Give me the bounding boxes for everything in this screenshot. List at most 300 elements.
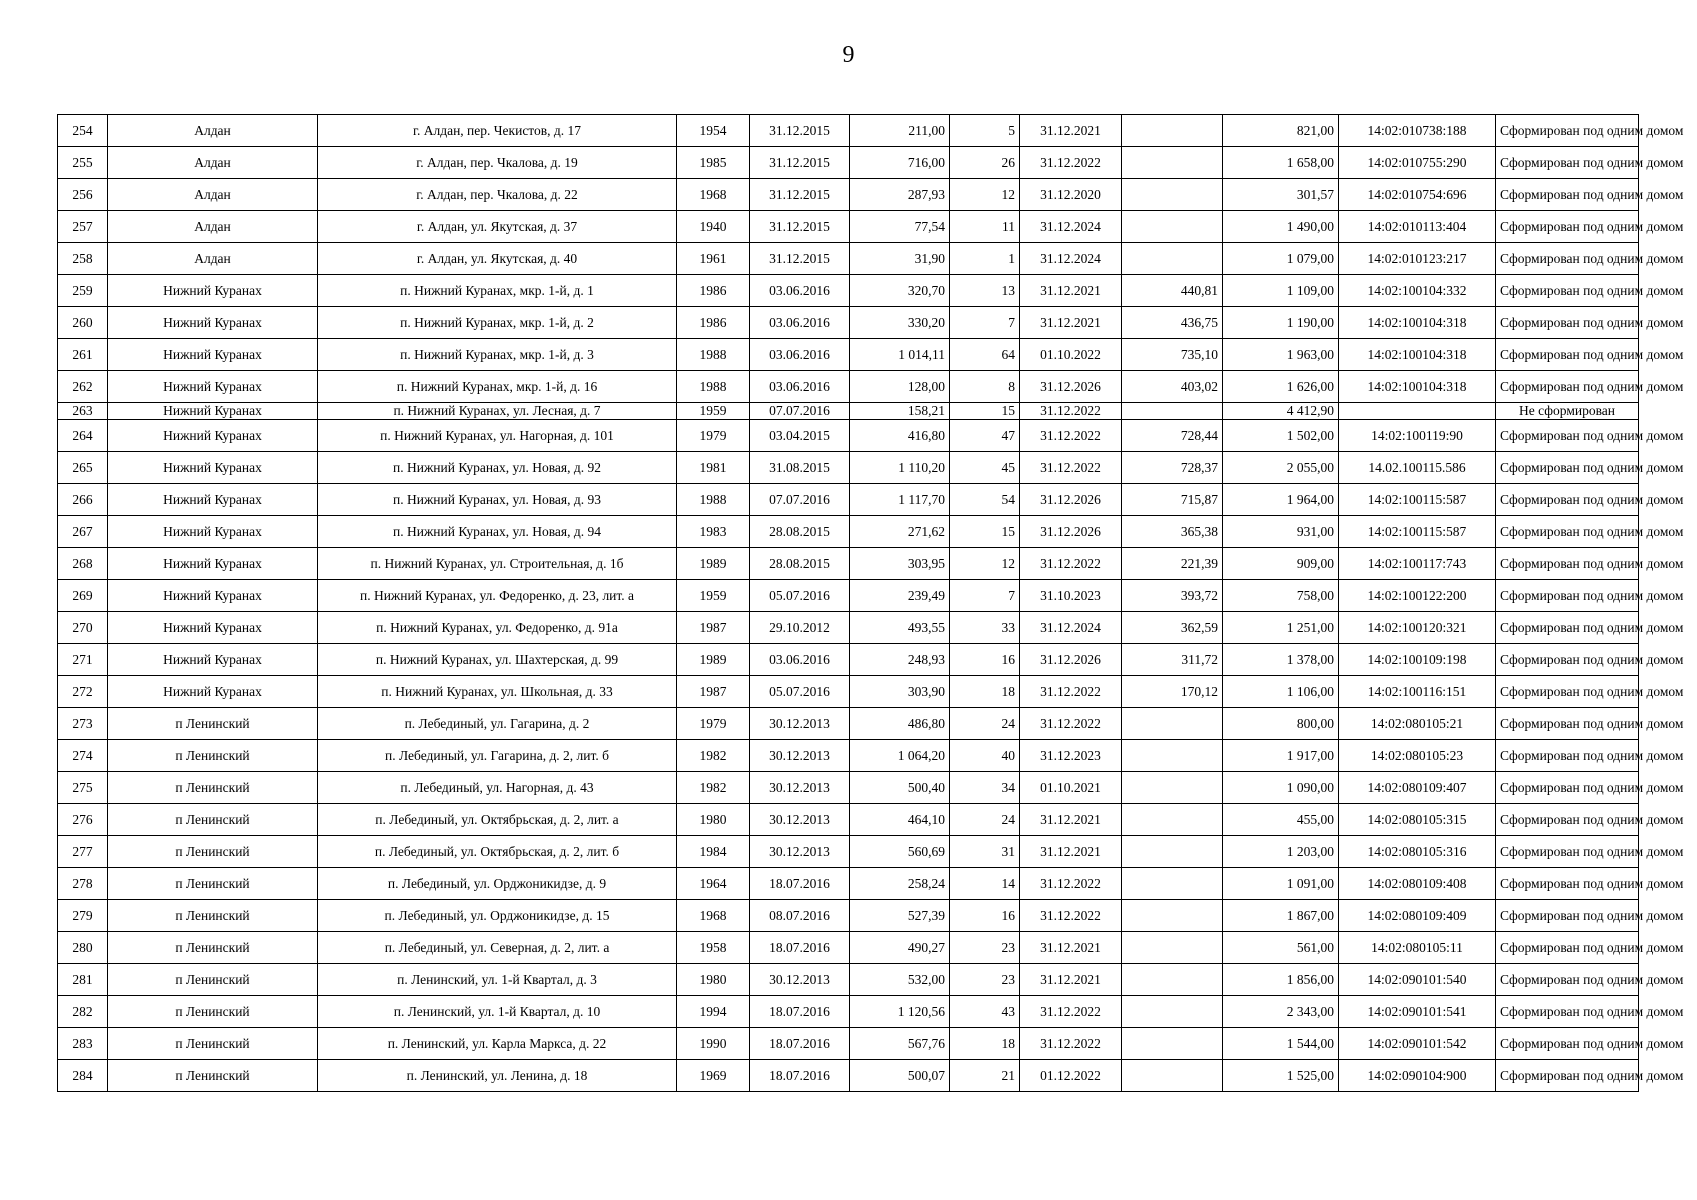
residents-cell: 11 bbox=[950, 211, 1020, 243]
residents-cell: 16 bbox=[950, 900, 1020, 932]
address-cell: г. Алдан, пер. Чкалова, д. 19 bbox=[318, 147, 677, 179]
deadline-cell: 31.12.2024 bbox=[1020, 211, 1122, 243]
table-row bbox=[58, 836, 1639, 868]
table-row bbox=[58, 548, 1639, 580]
table-row bbox=[58, 580, 1639, 612]
deadline-cell: 31.12.2021 bbox=[1020, 115, 1122, 147]
row-number: 268 bbox=[58, 548, 108, 580]
cadastre-cell: 14:02:080109:409 bbox=[1339, 900, 1496, 932]
deadline-cell: 31.12.2021 bbox=[1020, 964, 1122, 996]
row-number: 267 bbox=[58, 516, 108, 548]
table-row bbox=[58, 868, 1639, 900]
address-cell: п. Ленинский, ул. 1-й Квартал, д. 10 bbox=[318, 996, 677, 1028]
date-cell: 30.12.2013 bbox=[750, 964, 850, 996]
year-cell: 1982 bbox=[677, 772, 750, 804]
area-cell: 158,21 bbox=[850, 403, 950, 420]
cadastre-cell: 14:02:100115:587 bbox=[1339, 516, 1496, 548]
address-cell: п. Нижний Куранах, ул. Новая, д. 94 bbox=[318, 516, 677, 548]
row-number: 276 bbox=[58, 804, 108, 836]
area-cell: 258,24 bbox=[850, 868, 950, 900]
locality-cell: п Ленинский bbox=[108, 868, 318, 900]
deadline-cell: 01.10.2022 bbox=[1020, 339, 1122, 371]
year-cell: 1990 bbox=[677, 1028, 750, 1060]
date-cell: 18.07.2016 bbox=[750, 868, 850, 900]
address-cell: п. Нижний Куранах, мкр. 1-й, д. 2 bbox=[318, 307, 677, 339]
date-cell: 28.08.2015 bbox=[750, 516, 850, 548]
area-cell: 320,70 bbox=[850, 275, 950, 307]
date-cell: 05.07.2016 bbox=[750, 580, 850, 612]
residents-cell: 13 bbox=[950, 275, 1020, 307]
year-cell: 1986 bbox=[677, 307, 750, 339]
residents-cell: 7 bbox=[950, 580, 1020, 612]
address-cell: п. Нижний Куранах, ул. Лесная, д. 7 bbox=[318, 403, 677, 420]
residents-cell: 7 bbox=[950, 307, 1020, 339]
area-cell: 303,90 bbox=[850, 676, 950, 708]
area-cell: 248,93 bbox=[850, 644, 950, 676]
amount-cell bbox=[1122, 804, 1223, 836]
residents-cell: 64 bbox=[950, 339, 1020, 371]
cadastre-cell: 14:02:080105:315 bbox=[1339, 804, 1496, 836]
locality-cell: Нижний Куранах bbox=[108, 371, 318, 403]
amount-cell: 440,81 bbox=[1122, 275, 1223, 307]
table-row bbox=[58, 740, 1639, 772]
total-cell: 1 658,00 bbox=[1223, 147, 1339, 179]
row-number: 272 bbox=[58, 676, 108, 708]
area-cell: 716,00 bbox=[850, 147, 950, 179]
amount-cell bbox=[1122, 964, 1223, 996]
year-cell: 1988 bbox=[677, 339, 750, 371]
row-number: 283 bbox=[58, 1028, 108, 1060]
address-cell: п. Нижний Куранах, мкр. 1-й, д. 16 bbox=[318, 371, 677, 403]
table-row bbox=[58, 420, 1639, 452]
cadastre-cell: 14:02:090104:900 bbox=[1339, 1060, 1496, 1092]
residents-cell: 45 bbox=[950, 452, 1020, 484]
total-cell: 2 343,00 bbox=[1223, 996, 1339, 1028]
address-cell: п. Лебединый, ул. Северная, д. 2, лит. а bbox=[318, 932, 677, 964]
address-cell: п. Нижний Куранах, ул. Федоренко, д. 91а bbox=[318, 612, 677, 644]
total-cell: 758,00 bbox=[1223, 580, 1339, 612]
deadline-cell: 31.10.2023 bbox=[1020, 580, 1122, 612]
table-row bbox=[58, 1060, 1639, 1092]
total-cell: 1 090,00 bbox=[1223, 772, 1339, 804]
status-cell: Сформирован под одним домом bbox=[1496, 708, 1639, 740]
area-cell: 1 064,20 bbox=[850, 740, 950, 772]
residents-cell: 21 bbox=[950, 1060, 1020, 1092]
row-number: 280 bbox=[58, 932, 108, 964]
total-cell: 455,00 bbox=[1223, 804, 1339, 836]
locality-cell: п Ленинский bbox=[108, 1028, 318, 1060]
cadastre-cell: 14:02:100104:318 bbox=[1339, 307, 1496, 339]
amount-cell: 436,75 bbox=[1122, 307, 1223, 339]
year-cell: 1940 bbox=[677, 211, 750, 243]
year-cell: 1980 bbox=[677, 804, 750, 836]
table-row bbox=[58, 900, 1639, 932]
deadline-cell: 31.12.2022 bbox=[1020, 452, 1122, 484]
row-number: 274 bbox=[58, 740, 108, 772]
residents-cell: 33 bbox=[950, 612, 1020, 644]
row-number: 262 bbox=[58, 371, 108, 403]
locality-cell: п Ленинский bbox=[108, 900, 318, 932]
year-cell: 1961 bbox=[677, 243, 750, 275]
year-cell: 1968 bbox=[677, 179, 750, 211]
area-cell: 1 110,20 bbox=[850, 452, 950, 484]
date-cell: 30.12.2013 bbox=[750, 708, 850, 740]
address-cell: г. Алдан, пер. Чкалова, д. 22 bbox=[318, 179, 677, 211]
table-row bbox=[58, 964, 1639, 996]
amount-cell bbox=[1122, 179, 1223, 211]
table-row bbox=[58, 484, 1639, 516]
table-row bbox=[58, 179, 1639, 211]
row-number: 263 bbox=[58, 403, 108, 420]
status-cell: Сформирован под одним домом bbox=[1496, 900, 1639, 932]
date-cell: 30.12.2013 bbox=[750, 740, 850, 772]
area-cell: 239,49 bbox=[850, 580, 950, 612]
amount-cell bbox=[1122, 243, 1223, 275]
address-cell: п. Нижний Куранах, ул. Новая, д. 93 bbox=[318, 484, 677, 516]
row-number: 270 bbox=[58, 612, 108, 644]
residents-cell: 8 bbox=[950, 371, 1020, 403]
row-number: 271 bbox=[58, 644, 108, 676]
locality-cell: Нижний Куранах bbox=[108, 275, 318, 307]
cadastre-cell: 14:02:080109:407 bbox=[1339, 772, 1496, 804]
residents-cell: 14 bbox=[950, 868, 1020, 900]
residents-cell: 15 bbox=[950, 403, 1020, 420]
locality-cell: п Ленинский bbox=[108, 932, 318, 964]
locality-cell: Алдан bbox=[108, 147, 318, 179]
cadastre-cell: 14:02:010755:290 bbox=[1339, 147, 1496, 179]
address-cell: п. Ленинский, ул. Карла Маркса, д. 22 bbox=[318, 1028, 677, 1060]
status-cell: Сформирован под одним домом bbox=[1496, 420, 1639, 452]
locality-cell: п Ленинский bbox=[108, 836, 318, 868]
status-cell: Сформирован под одним домом bbox=[1496, 307, 1639, 339]
address-cell: п. Лебединый, ул. Орджоникидзе, д. 9 bbox=[318, 868, 677, 900]
deadline-cell: 31.12.2022 bbox=[1020, 676, 1122, 708]
date-cell: 18.07.2016 bbox=[750, 1028, 850, 1060]
status-cell: Сформирован под одним домом bbox=[1496, 996, 1639, 1028]
address-cell: п. Лебединый, ул. Гагарина, д. 2, лит. б bbox=[318, 740, 677, 772]
status-cell: Сформирован под одним домом bbox=[1496, 772, 1639, 804]
status-cell: Сформирован под одним домом bbox=[1496, 836, 1639, 868]
deadline-cell: 01.12.2022 bbox=[1020, 1060, 1122, 1092]
residents-cell: 15 bbox=[950, 516, 1020, 548]
amount-cell bbox=[1122, 403, 1223, 420]
cadastre-cell: 14:02:080105:11 bbox=[1339, 932, 1496, 964]
status-cell: Сформирован под одним домом bbox=[1496, 179, 1639, 211]
area-cell: 560,69 bbox=[850, 836, 950, 868]
area-cell: 31,90 bbox=[850, 243, 950, 275]
row-number: 273 bbox=[58, 708, 108, 740]
year-cell: 1979 bbox=[677, 420, 750, 452]
table-row bbox=[58, 644, 1639, 676]
year-cell: 1979 bbox=[677, 708, 750, 740]
amount-cell bbox=[1122, 772, 1223, 804]
year-cell: 1983 bbox=[677, 516, 750, 548]
total-cell: 1 856,00 bbox=[1223, 964, 1339, 996]
area-cell: 567,76 bbox=[850, 1028, 950, 1060]
cadastre-cell: 14.02.100115.586 bbox=[1339, 452, 1496, 484]
table-row bbox=[58, 243, 1639, 275]
row-number: 282 bbox=[58, 996, 108, 1028]
address-cell: п. Лебединый, ул. Орджоникидзе, д. 15 bbox=[318, 900, 677, 932]
row-number: 275 bbox=[58, 772, 108, 804]
year-cell: 1959 bbox=[677, 403, 750, 420]
total-cell: 909,00 bbox=[1223, 548, 1339, 580]
area-cell: 500,40 bbox=[850, 772, 950, 804]
status-cell: Сформирован под одним домом bbox=[1496, 612, 1639, 644]
deadline-cell: 31.12.2022 bbox=[1020, 708, 1122, 740]
status-cell: Сформирован под одним домом bbox=[1496, 1060, 1639, 1092]
residents-cell: 24 bbox=[950, 708, 1020, 740]
date-cell: 18.07.2016 bbox=[750, 996, 850, 1028]
year-cell: 1989 bbox=[677, 548, 750, 580]
table-row bbox=[58, 772, 1639, 804]
amount-cell: 365,38 bbox=[1122, 516, 1223, 548]
date-cell: 07.07.2016 bbox=[750, 403, 850, 420]
status-cell: Не сформирован bbox=[1496, 403, 1639, 420]
date-cell: 03.06.2016 bbox=[750, 275, 850, 307]
row-number: 256 bbox=[58, 179, 108, 211]
address-cell: п. Нижний Куранах, ул. Строительная, д. 1б bbox=[318, 548, 677, 580]
year-cell: 1968 bbox=[677, 900, 750, 932]
row-number: 261 bbox=[58, 339, 108, 371]
area-cell: 493,55 bbox=[850, 612, 950, 644]
year-cell: 1984 bbox=[677, 836, 750, 868]
locality-cell: Нижний Куранах bbox=[108, 644, 318, 676]
table-row bbox=[58, 612, 1639, 644]
table-row bbox=[58, 147, 1639, 179]
year-cell: 1994 bbox=[677, 996, 750, 1028]
row-number: 260 bbox=[58, 307, 108, 339]
deadline-cell: 31.12.2021 bbox=[1020, 804, 1122, 836]
total-cell: 1 502,00 bbox=[1223, 420, 1339, 452]
year-cell: 1980 bbox=[677, 964, 750, 996]
status-cell: Сформирован под одним домом bbox=[1496, 740, 1639, 772]
area-cell: 128,00 bbox=[850, 371, 950, 403]
amount-cell bbox=[1122, 932, 1223, 964]
year-cell: 1989 bbox=[677, 644, 750, 676]
total-cell: 1 963,00 bbox=[1223, 339, 1339, 371]
table-row bbox=[58, 708, 1639, 740]
area-cell: 77,54 bbox=[850, 211, 950, 243]
table-row bbox=[58, 932, 1639, 964]
area-cell: 527,39 bbox=[850, 900, 950, 932]
area-cell: 303,95 bbox=[850, 548, 950, 580]
residents-cell: 18 bbox=[950, 676, 1020, 708]
date-cell: 31.12.2015 bbox=[750, 147, 850, 179]
year-cell: 1987 bbox=[677, 676, 750, 708]
amount-cell: 170,12 bbox=[1122, 676, 1223, 708]
deadline-cell: 31.12.2022 bbox=[1020, 1028, 1122, 1060]
locality-cell: Нижний Куранах bbox=[108, 452, 318, 484]
deadline-cell: 31.12.2022 bbox=[1020, 900, 1122, 932]
area-cell: 1 117,70 bbox=[850, 484, 950, 516]
area-cell: 416,80 bbox=[850, 420, 950, 452]
year-cell: 1986 bbox=[677, 275, 750, 307]
year-cell: 1954 bbox=[677, 115, 750, 147]
total-cell: 1 490,00 bbox=[1223, 211, 1339, 243]
year-cell: 1964 bbox=[677, 868, 750, 900]
locality-cell: Алдан bbox=[108, 179, 318, 211]
status-cell: Сформирован под одним домом bbox=[1496, 676, 1639, 708]
date-cell: 18.07.2016 bbox=[750, 932, 850, 964]
deadline-cell: 31.12.2022 bbox=[1020, 996, 1122, 1028]
date-cell: 29.10.2012 bbox=[750, 612, 850, 644]
date-cell: 31.12.2015 bbox=[750, 243, 850, 275]
year-cell: 1982 bbox=[677, 740, 750, 772]
locality-cell: п Ленинский bbox=[108, 1060, 318, 1092]
locality-cell: Нижний Куранах bbox=[108, 612, 318, 644]
locality-cell: Нижний Куранах bbox=[108, 339, 318, 371]
amount-cell bbox=[1122, 1060, 1223, 1092]
locality-cell: Нижний Куранах bbox=[108, 307, 318, 339]
total-cell: 1 251,00 bbox=[1223, 612, 1339, 644]
row-number: 265 bbox=[58, 452, 108, 484]
cadastre-cell: 14:02:100115:587 bbox=[1339, 484, 1496, 516]
residents-cell: 1 bbox=[950, 243, 1020, 275]
total-cell: 821,00 bbox=[1223, 115, 1339, 147]
page-number: 9 bbox=[842, 42, 855, 68]
date-cell: 05.07.2016 bbox=[750, 676, 850, 708]
amount-cell bbox=[1122, 147, 1223, 179]
table-row bbox=[58, 676, 1639, 708]
total-cell: 1 626,00 bbox=[1223, 371, 1339, 403]
date-cell: 03.06.2016 bbox=[750, 307, 850, 339]
deadline-cell: 31.12.2026 bbox=[1020, 644, 1122, 676]
date-cell: 31.12.2015 bbox=[750, 115, 850, 147]
total-cell: 1 106,00 bbox=[1223, 676, 1339, 708]
cadastre-cell: 14:02:090101:541 bbox=[1339, 996, 1496, 1028]
locality-cell: п Ленинский bbox=[108, 964, 318, 996]
amount-cell bbox=[1122, 740, 1223, 772]
table-row bbox=[58, 403, 1639, 420]
total-cell: 1 091,00 bbox=[1223, 868, 1339, 900]
cadastre-cell: 14:02:010123:217 bbox=[1339, 243, 1496, 275]
status-cell: Сформирован под одним домом bbox=[1496, 243, 1639, 275]
status-cell: Сформирован под одним домом bbox=[1496, 516, 1639, 548]
address-cell: п. Ленинский, ул. 1-й Квартал, д. 3 bbox=[318, 964, 677, 996]
table-row bbox=[58, 339, 1639, 371]
locality-cell: Нижний Куранах bbox=[108, 676, 318, 708]
deadline-cell: 01.10.2021 bbox=[1020, 772, 1122, 804]
address-cell: п. Лебединый, ул. Октябрьская, д. 2, лит. а bbox=[318, 804, 677, 836]
locality-cell: Алдан bbox=[108, 211, 318, 243]
deadline-cell: 31.12.2023 bbox=[1020, 740, 1122, 772]
locality-cell: Нижний Куранах bbox=[108, 403, 318, 420]
locality-cell: Нижний Куранах bbox=[108, 548, 318, 580]
year-cell: 1988 bbox=[677, 484, 750, 516]
date-cell: 30.12.2013 bbox=[750, 772, 850, 804]
locality-cell: Алдан bbox=[108, 115, 318, 147]
row-number: 281 bbox=[58, 964, 108, 996]
deadline-cell: 31.12.2026 bbox=[1020, 371, 1122, 403]
date-cell: 03.06.2016 bbox=[750, 339, 850, 371]
address-cell: п. Ленинский, ул. Ленина, д. 18 bbox=[318, 1060, 677, 1092]
row-number: 279 bbox=[58, 900, 108, 932]
amount-cell: 393,72 bbox=[1122, 580, 1223, 612]
total-cell: 1 867,00 bbox=[1223, 900, 1339, 932]
deadline-cell: 31.12.2022 bbox=[1020, 420, 1122, 452]
residents-cell: 26 bbox=[950, 147, 1020, 179]
cadastre-cell: 14:02:100116:151 bbox=[1339, 676, 1496, 708]
year-cell: 1985 bbox=[677, 147, 750, 179]
date-cell: 08.07.2016 bbox=[750, 900, 850, 932]
area-cell: 271,62 bbox=[850, 516, 950, 548]
address-cell: г. Алдан, пер. Чекистов, д. 17 bbox=[318, 115, 677, 147]
deadline-cell: 31.12.2022 bbox=[1020, 548, 1122, 580]
address-cell: п. Лебединый, ул. Нагорная, д. 43 bbox=[318, 772, 677, 804]
row-number: 255 bbox=[58, 147, 108, 179]
amount-cell: 728,44 bbox=[1122, 420, 1223, 452]
date-cell: 18.07.2016 bbox=[750, 1060, 850, 1092]
cadastre-cell bbox=[1339, 403, 1496, 420]
amount-cell bbox=[1122, 115, 1223, 147]
row-number: 266 bbox=[58, 484, 108, 516]
locality-cell: Алдан bbox=[108, 243, 318, 275]
cadastre-cell: 14:02:080105:23 bbox=[1339, 740, 1496, 772]
cadastre-cell: 14:02:080105:21 bbox=[1339, 708, 1496, 740]
row-number: 257 bbox=[58, 211, 108, 243]
deadline-cell: 31.12.2021 bbox=[1020, 307, 1122, 339]
total-cell: 4 412,90 bbox=[1223, 403, 1339, 420]
table-row bbox=[58, 211, 1639, 243]
address-cell: п. Нижний Куранах, ул. Новая, д. 92 bbox=[318, 452, 677, 484]
locality-cell: Нижний Куранах bbox=[108, 516, 318, 548]
table-row bbox=[58, 996, 1639, 1028]
status-cell: Сформирован под одним домом bbox=[1496, 644, 1639, 676]
amount-cell bbox=[1122, 836, 1223, 868]
locality-cell: п Ленинский bbox=[108, 772, 318, 804]
cadastre-cell: 14:02:100104:332 bbox=[1339, 275, 1496, 307]
status-cell: Сформирован под одним домом bbox=[1496, 868, 1639, 900]
address-cell: г. Алдан, ул. Якутская, д. 37 bbox=[318, 211, 677, 243]
cadastre-cell: 14:02:090101:540 bbox=[1339, 964, 1496, 996]
residents-cell: 24 bbox=[950, 804, 1020, 836]
status-cell: Сформирован под одним домом bbox=[1496, 147, 1639, 179]
amount-cell bbox=[1122, 708, 1223, 740]
row-number: 259 bbox=[58, 275, 108, 307]
row-number: 284 bbox=[58, 1060, 108, 1092]
amount-cell: 728,37 bbox=[1122, 452, 1223, 484]
status-cell: Сформирован под одним домом bbox=[1496, 115, 1639, 147]
area-cell: 211,00 bbox=[850, 115, 950, 147]
area-cell: 287,93 bbox=[850, 179, 950, 211]
address-cell: п. Нижний Куранах, ул. Школьная, д. 33 bbox=[318, 676, 677, 708]
status-cell: Сформирован под одним домом bbox=[1496, 452, 1639, 484]
total-cell: 931,00 bbox=[1223, 516, 1339, 548]
date-cell: 30.12.2013 bbox=[750, 836, 850, 868]
deadline-cell: 31.12.2020 bbox=[1020, 179, 1122, 211]
deadline-cell: 31.12.2024 bbox=[1020, 612, 1122, 644]
date-cell: 03.04.2015 bbox=[750, 420, 850, 452]
area-cell: 500,07 bbox=[850, 1060, 950, 1092]
amount-cell: 403,02 bbox=[1122, 371, 1223, 403]
locality-cell: Нижний Куранах bbox=[108, 580, 318, 612]
cadastre-cell: 14:02:090101:542 bbox=[1339, 1028, 1496, 1060]
area-cell: 1 014,11 bbox=[850, 339, 950, 371]
total-cell: 301,57 bbox=[1223, 179, 1339, 211]
address-cell: п. Нижний Куранах, ул. Шахтерская, д. 99 bbox=[318, 644, 677, 676]
total-cell: 1 109,00 bbox=[1223, 275, 1339, 307]
year-cell: 1988 bbox=[677, 371, 750, 403]
amount-cell bbox=[1122, 1028, 1223, 1060]
total-cell: 1 203,00 bbox=[1223, 836, 1339, 868]
address-cell: п. Нижний Куранах, ул. Нагорная, д. 101 bbox=[318, 420, 677, 452]
status-cell: Сформирован под одним домом bbox=[1496, 580, 1639, 612]
year-cell: 1959 bbox=[677, 580, 750, 612]
deadline-cell: 31.12.2024 bbox=[1020, 243, 1122, 275]
table-row bbox=[58, 371, 1639, 403]
amount-cell: 221,39 bbox=[1122, 548, 1223, 580]
